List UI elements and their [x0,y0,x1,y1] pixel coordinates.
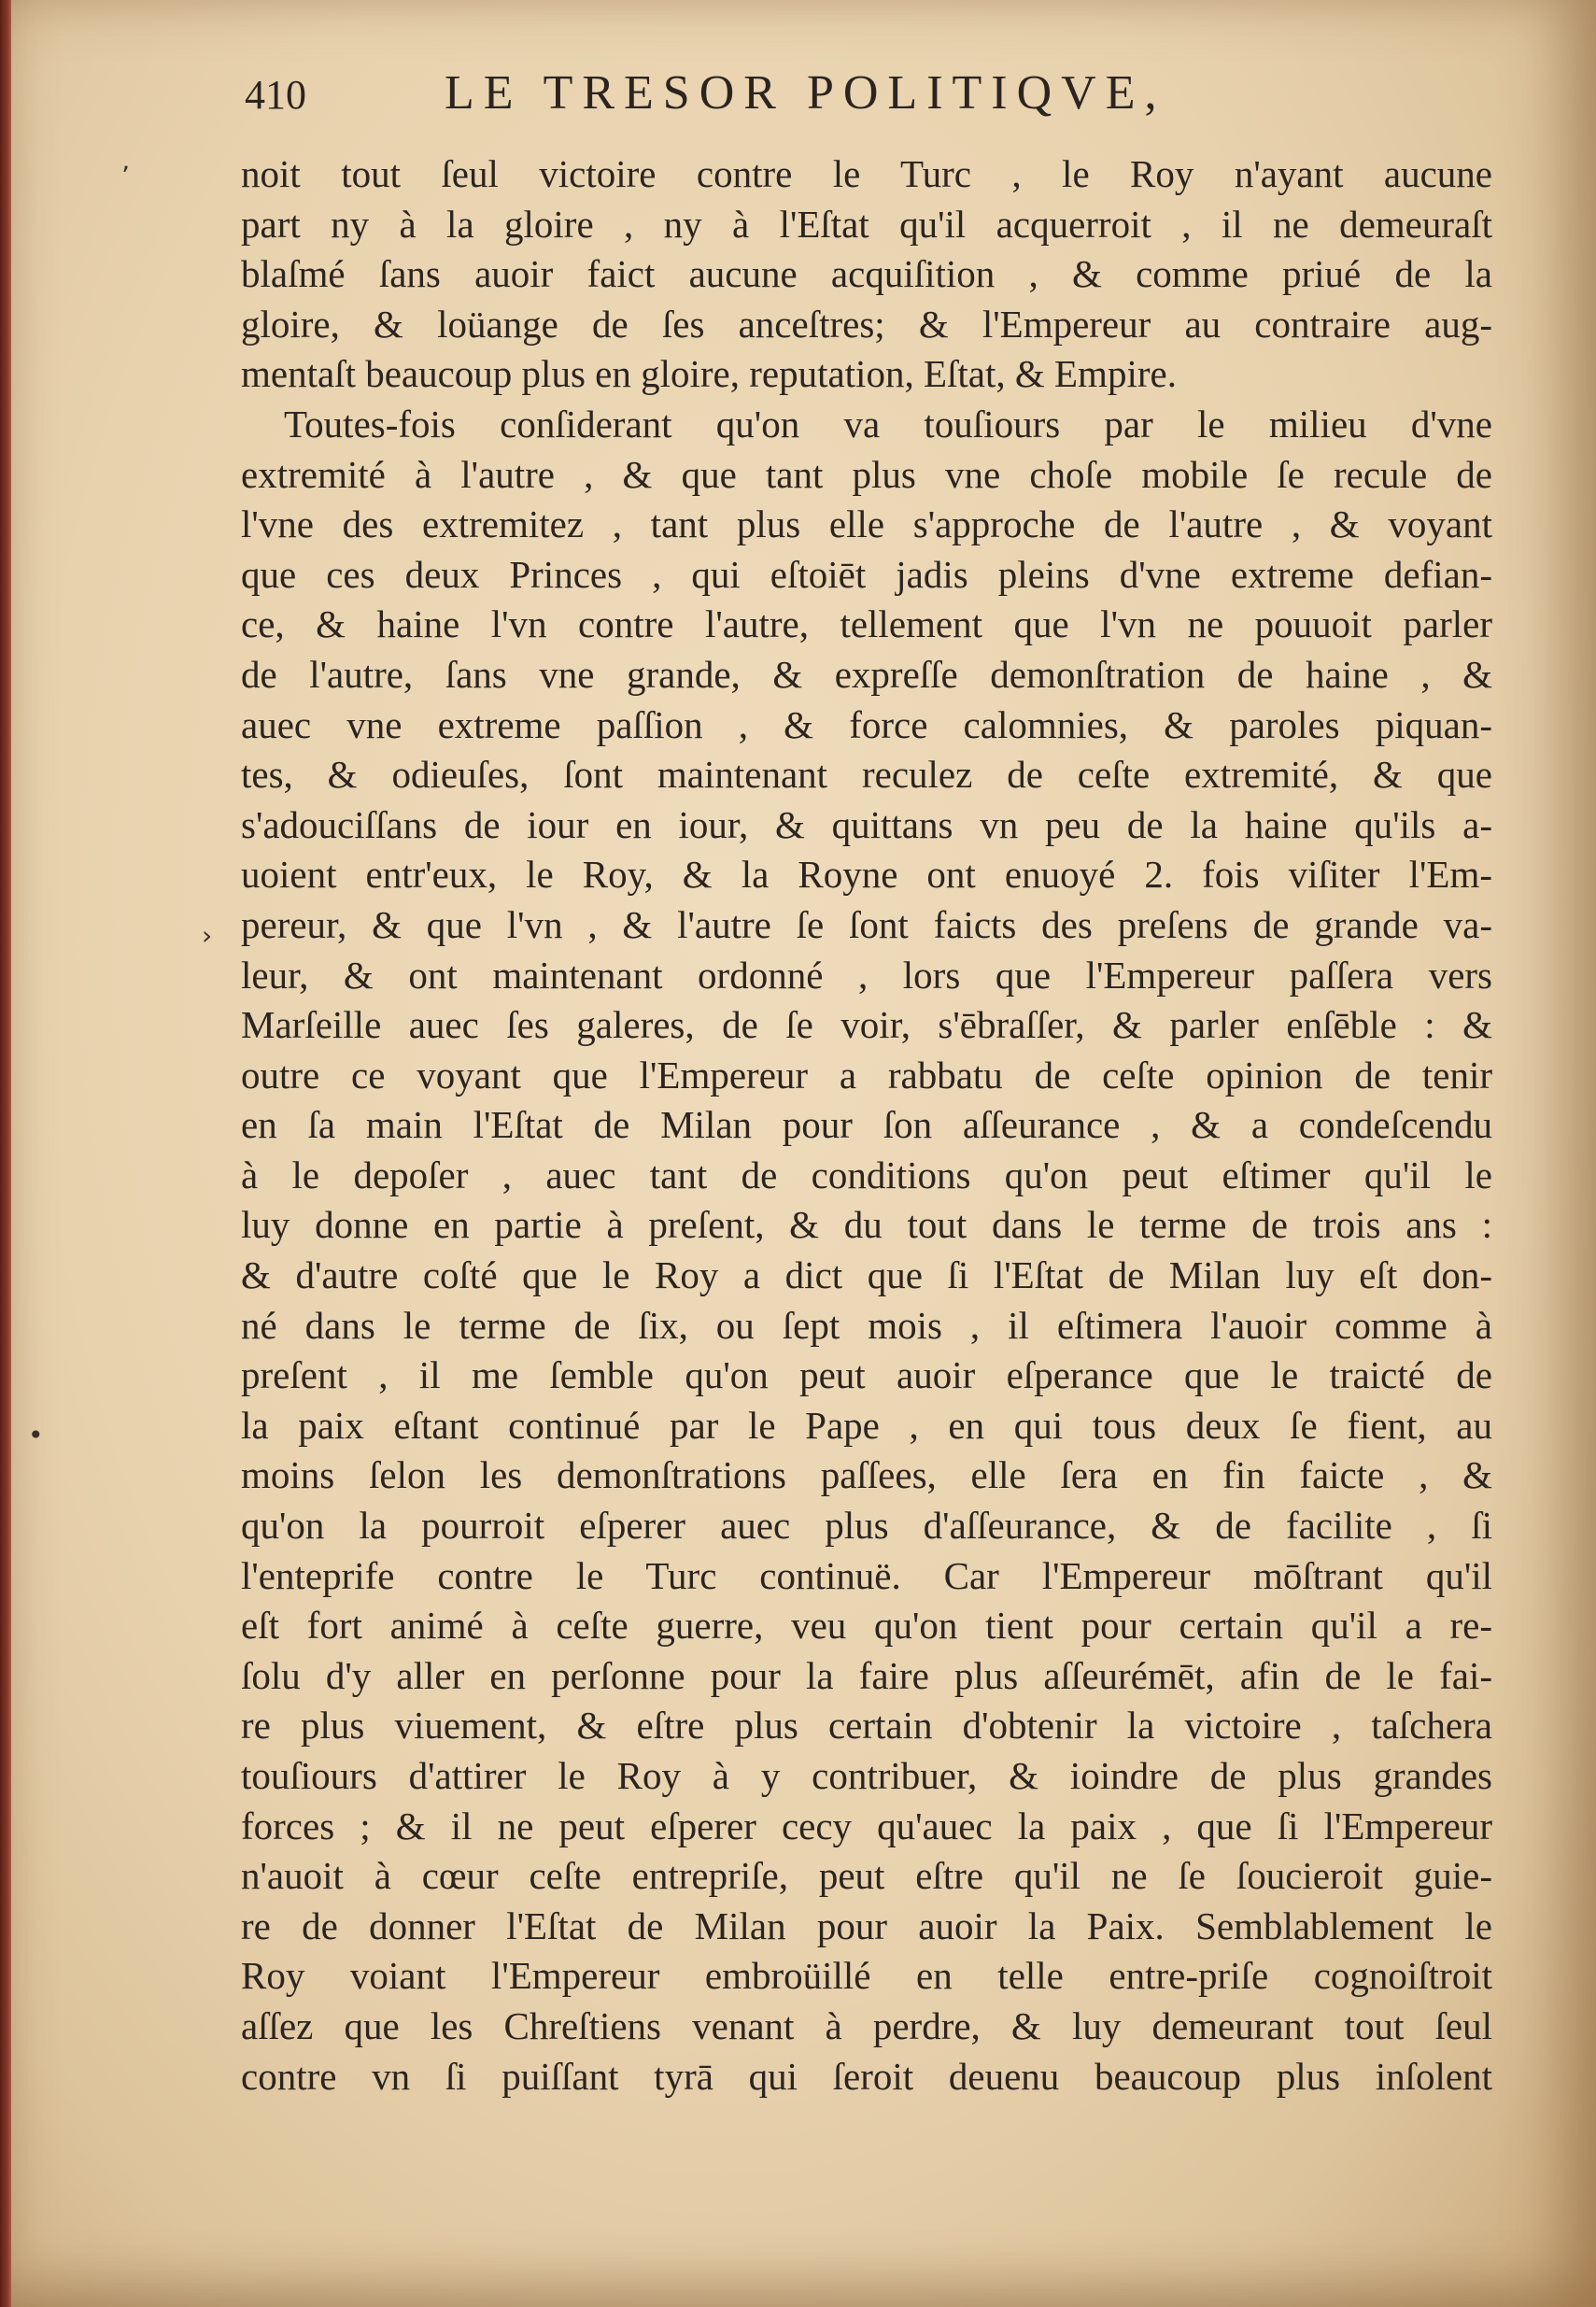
text-line: re plus viuement, & eſtre plus certain d'obtenir la victoire , taſchera [241,1704,1492,1748]
text-line: l'vne des extremitez , tant plus elle s'approche de l'autre , & voyant [241,502,1492,546]
text-line: l'enteprife contre le Turc continuë. Car l'Empereur mōſtrant qu'il [241,1553,1492,1597]
text-line: Toutes-fois conſiderant qu'on va touſiours par le milieu d'vne [284,402,1492,446]
text-line: touſiours d'attirer le Roy à y contribuer, & ioindre de plus grandes [241,1754,1492,1797]
text-line: auec vne extreme paſſion , & force calomnies, & paroles piquan- [241,702,1492,746]
page-header [245,65,1459,131]
text-line: uoient entr'eux, le Roy, & la Royne ont enuoyé 2. fois viſiter l'Em- [241,853,1492,897]
text-line: Roy voiant l'Empereur embroüillé en telle entre-priſe cognoiſtroit [241,1954,1492,1998]
text-line: re de donner l'Eſtat de Milan pour auoir la Paix. Semblablement le [241,1904,1492,1947]
running-title: LE TRESOR POLITIQVE, [445,66,1166,120]
margin-mark: ʼ [121,161,130,191]
text-line: eſt fort animé à ceſte guerre, veu qu'on tient pour certain qu'il a re- [241,1604,1492,1648]
text-line: blaſmé ſans auoir faict aucune acquiſition , & comme priué de la [241,252,1492,296]
text-line: leur, & ont maintenant ordonné , lors que l'Empereur paſſera vers [241,953,1492,997]
text-line: mentaſt beaucoup plus en gloire, reputation, Eſtat, & Empire. [241,352,1177,396]
text-line: preſent , il me ſemble qu'on peut auoir eſperance que le traicté de [241,1353,1492,1397]
text-line: forces ; & il ne peut eſperer cecy qu'auec la paix , que ſi l'Empereur [241,1804,1492,1847]
text-line: Marſeille auec ſes galeres, de ſe voir, s'ēbraſſer, & parler enſēble : & [241,1003,1492,1047]
text-line: à le depoſer , auec tant de conditions qu'on peut eſtimer qu'il le [241,1153,1492,1196]
text-line: extremité à l'autre , & que tant plus vne choſe mobile ſe recule de [241,452,1492,496]
text-line: moins ſelon les demonſtrations paſſees, elle ſera en fin faicte , & [241,1453,1492,1497]
page-number: 410 [245,72,306,118]
text-line: part ny à la gloire , ny à l'Eſtat qu'il acquerroit , il ne demeuraſt [241,202,1492,246]
text-line: ſolu d'y aller en perſonne pour la faire plus aſſeurémēt, afin de le fai- [241,1653,1492,1697]
text-line: de l'autre, ſans vne grande, & expreſſe demonſtration de haine , & [241,652,1492,696]
text-line: outre ce voyant que l'Empereur a rabbatu de ceſte opinion de tenir [241,1053,1492,1097]
body-text [241,149,1492,2102]
text-line: gloire, & loüange de ſes anceſtres; & l'Empereur au contraire aug- [241,302,1492,346]
text-line: noit tout ſeul victoire contre le Turc , le Roy n'ayant aucune [241,152,1492,195]
text-line: aſſez que les Chreſtiens venant à perdre, & luy demeurant tout ſeul [241,2003,1492,2047]
margin-mark: › [202,920,213,951]
text-line: ce, & haine l'vn contre l'autre, tellement que l'vn ne pouuoit parler [241,602,1492,646]
text-line: tes, & odieuſes, ſont maintenant reculez de ceſte extremité, & que [241,753,1492,797]
text-line: n'auoit à cœur ceſte entrepriſe, peut eſtre qu'il ne ſe ſoucieroit guie- [241,1854,1492,1898]
text-line: s'adouciſſans de iour en iour, & quittans vn peu de la haine qu'ils a- [241,802,1492,846]
margin-mark: • [28,1420,44,1451]
text-line: né dans le terme de ſix, ou ſept mois , il eſtimera l'auoir comme à [241,1303,1492,1347]
text-line: pereur, & que l'vn , & l'autre ſe ſont faicts des preſens de grande va- [241,902,1492,946]
text-line: en ſa main l'Eſtat de Milan pour ſon aſſeurance , & a condeſcendu [241,1103,1492,1147]
text-line: contre vn ſi puiſſant tyrā qui ſeroit deuenu beaucoup plus inſolent [241,2054,1492,2098]
text-line: la paix eſtant continué par le Pape , en qui tous deux ſe fient, au [241,1403,1492,1447]
text-line: & d'autre coſté que le Roy a dict que ſi l'Eſtat de Milan luy eſt don- [241,1253,1492,1297]
text-line: luy donne en partie à preſent, & du tout dans le terme de trois ans : [241,1203,1492,1247]
text-line: que ces deux Princes , qui eſtoiēt jadis pleins d'vne extreme defian- [241,552,1492,596]
text-line: qu'on la pourroit eſperer auec plus d'aſſeurance, & de facilite , ſi [241,1504,1492,1548]
